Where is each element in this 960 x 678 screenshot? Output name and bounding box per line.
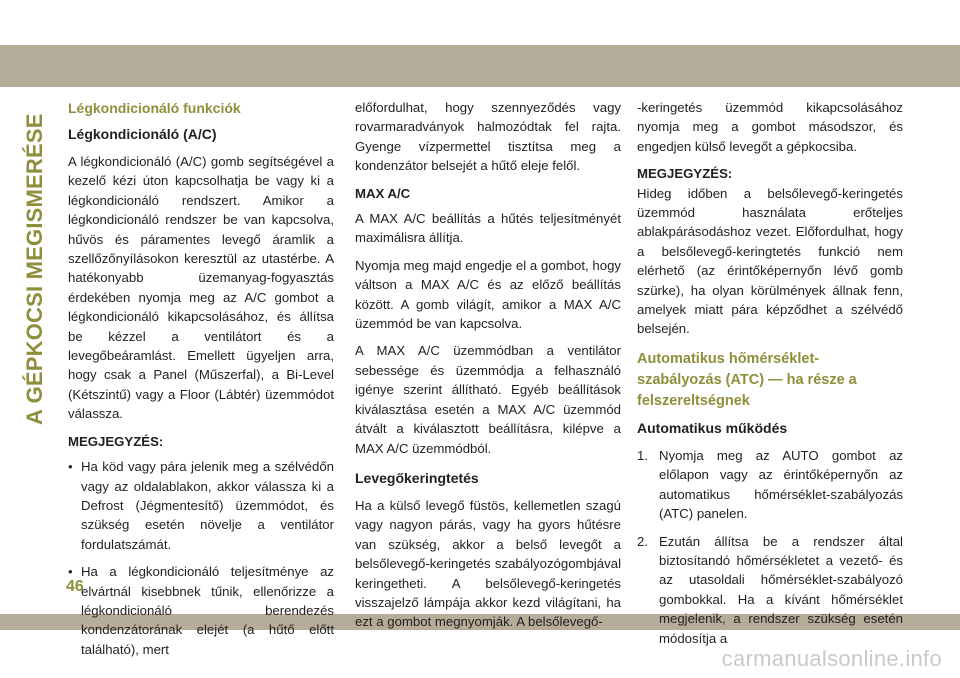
note-bullet-fog: • Ha köd vagy pára jelenik meg a szélvédőn vagy az oldalablakon, akkor válassza ki a Defrost (Jégmentesítő) üzemmódot, és szükség esetén növelje a ventilátor fordulatszámát. [68,457,334,554]
list-item-text: Nyomja meg az AUTO gombot az előlapon vagy az érintőképernyőn az automatikus hőmérséklet-szabályozás (ATC) panelen. [659,447,903,522]
recirculation-title: Levegőkeringtetés [355,469,479,486]
section-title-atc: Automatikus hőmérséklet-szabályozás (ATC) — ha része a felszereltségnek [637,350,857,409]
list-item-number: 1. [637,447,648,463]
list-item-1 [637,446,903,524]
column-2 [355,98,621,632]
note-bullet-condenser: • Ha a légkondicionáló teljesítménye az elvártnál kisebbnek tűnik, ellenőrizze a légkondicionáló berendezés kondenzátorának elejét (a hűtő előtt található), mert [68,562,334,659]
header-band [0,45,960,87]
ac-paragraph: A légkondicionáló (A/C) gomb segítségével a kezelő kézi úton kapcsolhatja be vagy ki a légkondicionáló rendszert. Amikor a légkondicionáló rendszer be van kapcsolva, hűvös és páramentes levegő áramlik a szellőzőnyílásokon keresztül az utastérbe. A hatékonyabb üzemanyag-fogyasztás érdekében nyomja meg az A/C gombot a légkondicionáló kikapcsolásához, és állítsa be kézzel a ventilátort és a levegőbeáramlást. Emellett ügyeljen arra, hogy csak a Panel (Műszerfal), a Bi-Level (Kétszintű) vagy a Floor (Lábtér) üzemmódot válassza. [68,154,334,422]
column-1 [68,98,334,667]
note-paragraph-cold-weather: Hideg időben a belsőlevegő-keringetés üzemmód használata erőteljes ablakpárásodáshoz vezet. Előfordulhat, hogy a belsőlevegő-keringtetés funkció nem elérhető (az érintőképernyőn lévő gomb szürke), ha olyan körülmények állnak fenn, amelyek miatt pára képződhet a szélvédő belsején. [637,185,903,337]
max-ac-paragraph-1: A MAX A/C beállítás a hűtés teljesítményét maximálisra állítja. [355,211,621,246]
note-title-2: MEGJEGYZÉS: [637,166,733,182]
list-item-text: Ezután állítsa be a rendszer által biztosítandó hőmérsékletet a vezető- és az utasoldali hőmérséklet-szabályozó gombokkal. Ha a kívánt hőmérséklet megjelenik, a rendszer szükség esetén módosítja a [659,533,903,646]
watermark-text: carmanualsonline.info [721,646,942,671]
recirculation-paragraph: Ha a külső levegő füstös, kellemetlen szagú vagy nagyon párás, vagy ha gyors hűtésre van szükség, akkor a belső levegőt a belsőlevegő-keringetés szabályozógombjával keringetheti. A belsőlevegő-keringetés visszajelző lámpája akkor kezd világítani, ha ezt a gombot megnyomják. A belsőlevegő- [355,497,621,630]
recirculation-paragraph-continued: -keringetés üzemmód kikapcsolásához nyomja meg a gombot másodszor, és engedjen külső levegőt a gépkocsiba. [637,100,903,154]
page-number: 46 [66,578,84,595]
note-title: MEGJEGYZÉS: [68,433,164,449]
chapter-side-title: A GÉPKOCSI MEGISMERÉSE [22,113,47,425]
max-ac-paragraph-2: Nyomja meg majd engedje el a gombot, hogy váltson a MAX A/C és az előző beállítás között. A gomb világít, amikor a MAX A/C üzemmód be van kapcsolva. [355,257,621,332]
list-item-number: 2. [637,533,648,549]
condenser-paragraph-continued: előfordulhat, hogy szennyeződés vagy rovarmaradványok halmozódtak fel rajta. Gyenge vízpermettel tisztítsa meg a kondenzátor belsejét a hűtő eleje felől. [355,100,621,174]
column-3 [637,98,903,656]
max-ac-title: MAX A/C [355,185,411,201]
section-title-ac-functions: Légkondicionáló funkciók [68,100,241,116]
subsection-title-ac: Légkondicionáló (A/C) [68,126,217,142]
subsection-title-auto: Automatikus működés [637,419,788,436]
max-ac-paragraph-3: A MAX A/C üzemmódban a ventilátor sebessége és üzemmódja a felhasználó igénye szerint állítható. Egyéb beállítások kiválasztása esetén a MAX A/C üzemmód átvált a kiválasztott beállításra, kilépve a MAX A/C üzemmódból. [355,343,621,456]
list-item-2 [637,532,903,648]
